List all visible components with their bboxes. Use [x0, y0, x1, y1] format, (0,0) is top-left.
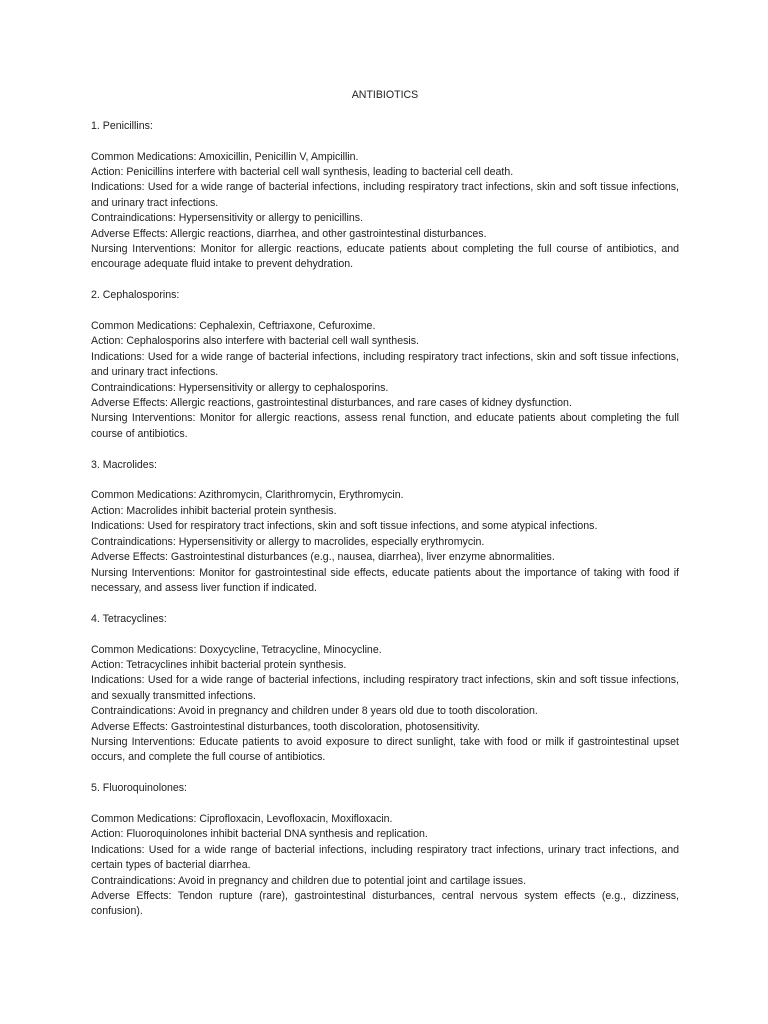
- common-medications-line: Common Medications: Azithromycin, Clarithromycin, Erythromycin.: [91, 489, 404, 502]
- indications-line: Indications: Used for a wide range of bacterial infections, including respiratory tract infections, urinary tract infections, and certain types of bacterial diarrhea.: [91, 843, 679, 872]
- action-line: Action: Macrolides inhibit bacterial protein synthesis.: [91, 504, 337, 517]
- section-cephalosporins: [91, 288, 679, 442]
- section-heading: 1. Penicillins:: [91, 119, 153, 132]
- document-page: [91, 88, 679, 935]
- common-medications-line: Common Medications: Amoxicillin, Penicillin V, Ampicillin.: [91, 150, 359, 163]
- section-heading: 5. Fluoroquinolones:: [91, 782, 187, 795]
- contraindications-line: Contraindications: Hypersensitivity or allergy to cephalosporins.: [91, 381, 389, 394]
- indications-line: Indications: Used for respiratory tract infections, skin and soft tissue infections, and some atypical infections.: [91, 520, 598, 533]
- indications-line: Indications: Used for a wide range of bacterial infections, including respiratory tract infections, skin and soft tissue infections, and sexually transmitted infections.: [91, 674, 679, 702]
- action-line: Action: Cephalosporins also interfere with bacterial cell wall synthesis.: [91, 335, 419, 348]
- adverse-effects-line: Adverse Effects: Tendon rupture (rare), gastrointestinal disturbances, central nervous system effects (e.g., dizziness, confusion).: [91, 889, 679, 918]
- common-medications-line: Common Medications: Cephalexin, Ceftriaxone, Cefuroxime.: [91, 320, 376, 333]
- nursing-interventions-line: Nursing Interventions: Monitor for allergic reactions, assess renal function, and educate patients about completing the full course of antibiotics.: [91, 412, 679, 440]
- nursing-interventions-line: Nursing Interventions: Monitor for allergic reactions, educate patients about completing the full course of antibiotics, and encourage adequate fluid intake to prevent dehydration.: [91, 243, 679, 271]
- indications-line: Indications: Used for a wide range of bacterial infections, including respiratory tract infections, skin and soft tissue infections, and urinary tract infections.: [91, 181, 679, 209]
- contraindications-line: Contraindications: Avoid in pregnancy and children under 8 years old due to tooth discoloration.: [91, 705, 538, 718]
- section-fluoroquinolones: [91, 781, 679, 920]
- adverse-effects-line: Adverse Effects: Gastrointestinal disturbances, tooth discoloration, photosensitivity.: [91, 720, 480, 733]
- nursing-interventions-line: Nursing Interventions: Monitor for gastrointestinal side effects, educate patients about the importance of taking with food if necessary, and assess liver function if indicated.: [91, 566, 679, 594]
- section-tetracyclines: [91, 612, 679, 766]
- adverse-effects-line: Adverse Effects: Gastrointestinal disturbances (e.g., nausea, diarrhea), liver enzyme abnormalities.: [91, 551, 555, 564]
- adverse-effects-line: Adverse Effects: Allergic reactions, gastrointestinal disturbances, and rare cases of kidney dysfunction.: [91, 397, 572, 410]
- common-medications-line: Common Medications: Ciprofloxacin, Levofloxacin, Moxifloxacin.: [91, 812, 393, 825]
- action-line: Action: Penicillins interfere with bacterial cell wall synthesis, leading to bacterial cell death.: [91, 166, 514, 178]
- action-line: Action: Tetracyclines inhibit bacterial protein synthesis.: [91, 658, 347, 671]
- section-heading: 3. Macrolides:: [91, 458, 157, 471]
- adverse-effects-line: Adverse Effects: Allergic reactions, diarrhea, and other gastrointestinal disturbances.: [91, 227, 487, 240]
- section-penicillins: [91, 119, 679, 273]
- section-heading: 2. Cephalosporins:: [91, 289, 180, 302]
- contraindications-line: Contraindications: Hypersensitivity or allergy to macrolides, especially erythromycin.: [91, 535, 485, 548]
- action-line: Action: Fluoroquinolones inhibit bacterial DNA synthesis and replication.: [91, 828, 428, 841]
- section-macrolides: [91, 458, 679, 597]
- document-title: ANTIBIOTICS: [351, 89, 419, 101]
- section-heading: 4. Tetracyclines:: [91, 612, 167, 625]
- indications-line: Indications: Used for a wide range of bacterial infections, including respiratory tract infections, skin and soft tissue infections, and urinary tract infections.: [91, 350, 679, 379]
- common-medications-line: Common Medications: Doxycycline, Tetracycline, Minocycline.: [91, 643, 382, 656]
- contraindications-line: Contraindications: Hypersensitivity or allergy to penicillins.: [91, 212, 364, 225]
- nursing-interventions-line: Nursing Interventions: Educate patients to avoid exposure to direct sunlight, take with food or milk if gastrointestinal upset occurs, and complete the full course of antibiotics.: [91, 735, 679, 764]
- contraindications-line: Contraindications: Avoid in pregnancy and children due to potential joint and cartilage issues.: [91, 874, 527, 887]
